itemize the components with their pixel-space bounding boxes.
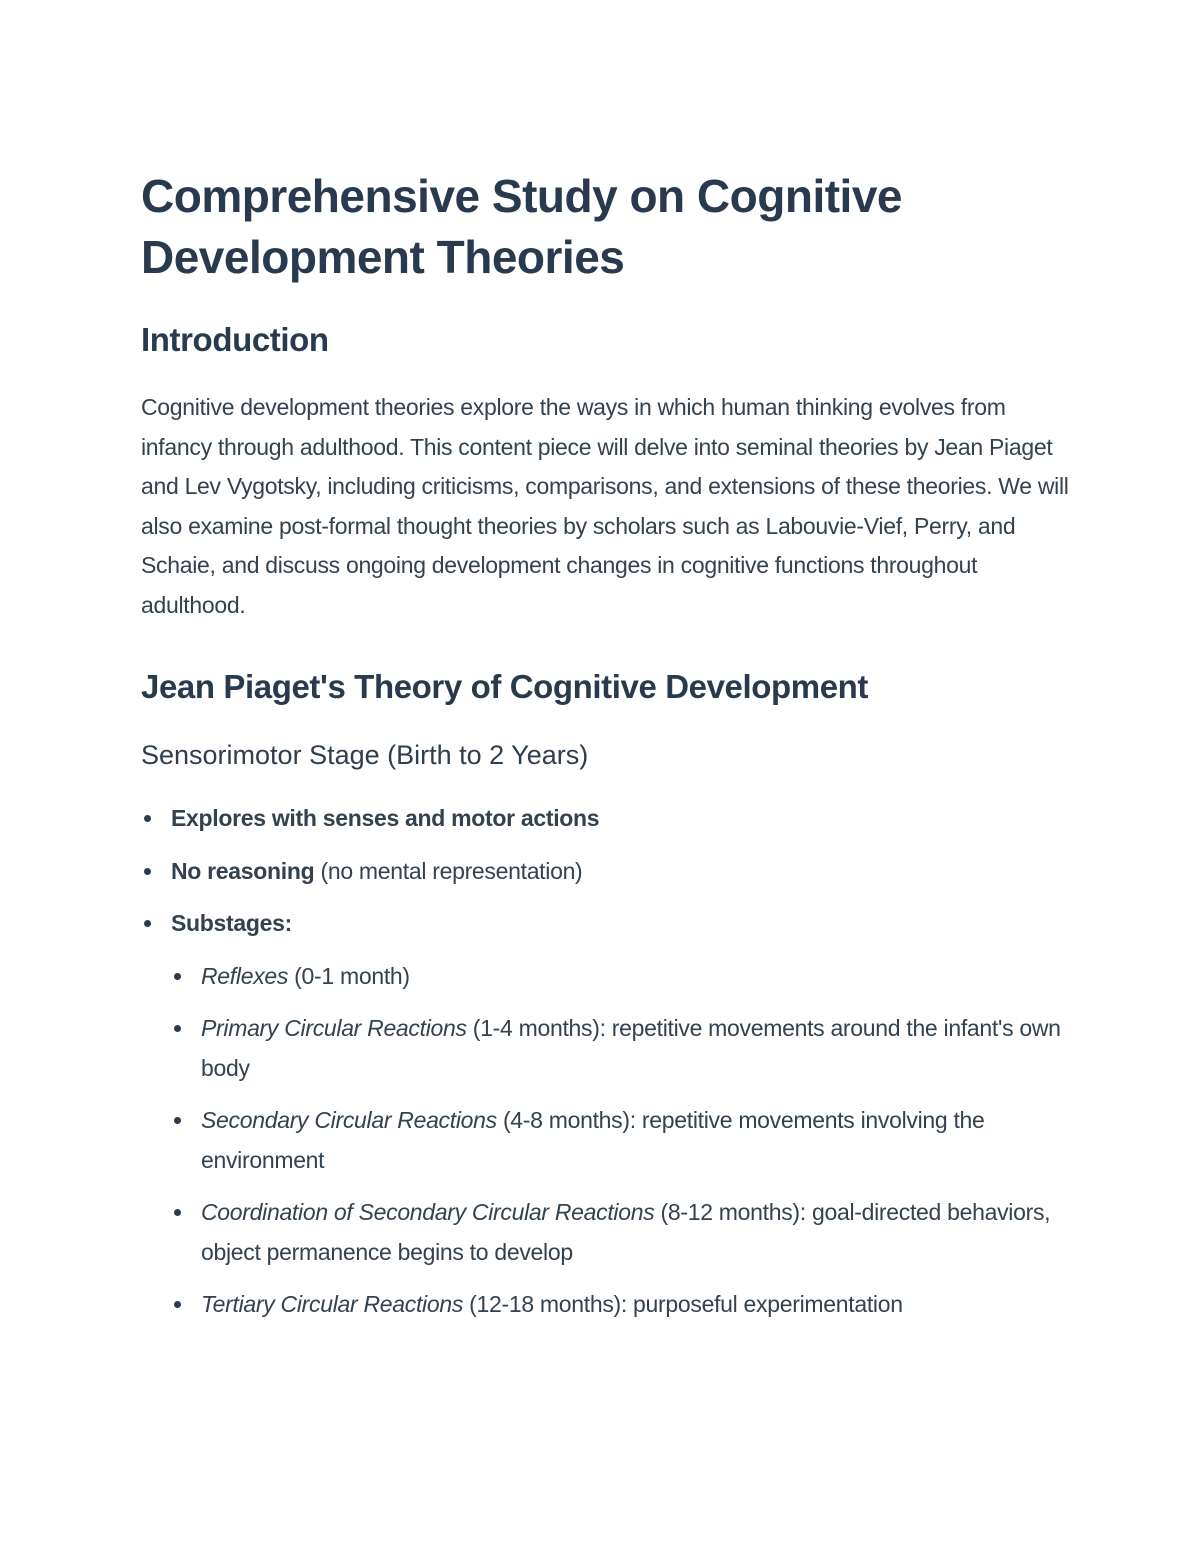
bullet-icon (174, 973, 181, 980)
substage-item (171, 1009, 1071, 1088)
list-item (141, 799, 1071, 839)
substage-item (171, 1101, 1071, 1180)
substage-name: Reflexes (201, 962, 289, 989)
list-item-bold: No reasoning (171, 857, 315, 884)
substage-name: Secondary Circular Reactions (201, 1107, 497, 1133)
list-item (141, 904, 1071, 1325)
substage-name: Coordination of Secondary Circular Reactions (201, 1199, 655, 1225)
introduction-heading: Introduction (141, 321, 329, 358)
substage-text: (0-1 month) (288, 962, 410, 989)
bullet-icon (174, 1025, 181, 1032)
substage-name: Tertiary Circular Reactions (201, 1291, 464, 1317)
document-title: Comprehensive Study on Cognitive Development Theories (141, 170, 902, 283)
document-content (141, 166, 1071, 1338)
bullet-icon (174, 1117, 181, 1124)
bullet-icon (174, 1301, 181, 1308)
piaget-heading: Jean Piaget's Theory of Cognitive Development (141, 668, 869, 705)
substage-item (171, 1285, 1071, 1325)
bullet-icon (144, 920, 151, 927)
substage-text: (1-4 months): repetitive movements around the infant's own body (201, 1015, 1061, 1081)
substage-text: (12-18 months): purposeful experimentation (463, 1291, 903, 1317)
substage-item (171, 957, 1071, 997)
sensorimotor-heading: Sensorimotor Stage (Birth to 2 Years) (141, 740, 589, 770)
substages-list (171, 957, 1071, 1325)
bullet-icon (174, 1209, 181, 1216)
introduction-paragraph: Cognitive development theories explore the ways in which human thinking evolves from infancy through adulthood. This content piece will delve into seminal theories by Jean Piaget and Lev Vygotsky, including criticisms, comparisons, and extensions of these theories. We will also examine post-formal thought theories by scholars such as Labouvie-Vief, Perry, and Schaie, and discuss ongoing development changes in cognitive functions throughout adulthood. (141, 394, 1069, 618)
list-item (141, 852, 1071, 892)
list-item-text: (no mental representation) (314, 857, 583, 884)
list-item-bold: Substages: (171, 910, 292, 936)
substage-name: Primary Circular Reactions (201, 1015, 467, 1041)
sensorimotor-list (141, 799, 1071, 1325)
substage-item (171, 1193, 1071, 1272)
bullet-icon (144, 815, 151, 822)
list-item-bold: Explores with senses and motor actions (171, 805, 600, 831)
substage-text: (8-12 months): goal-directed behaviors, object permanence begins to develop (201, 1199, 1051, 1265)
substage-text: (4-8 months): repetitive movements involving the environment (201, 1107, 985, 1173)
bullet-icon (144, 868, 151, 875)
